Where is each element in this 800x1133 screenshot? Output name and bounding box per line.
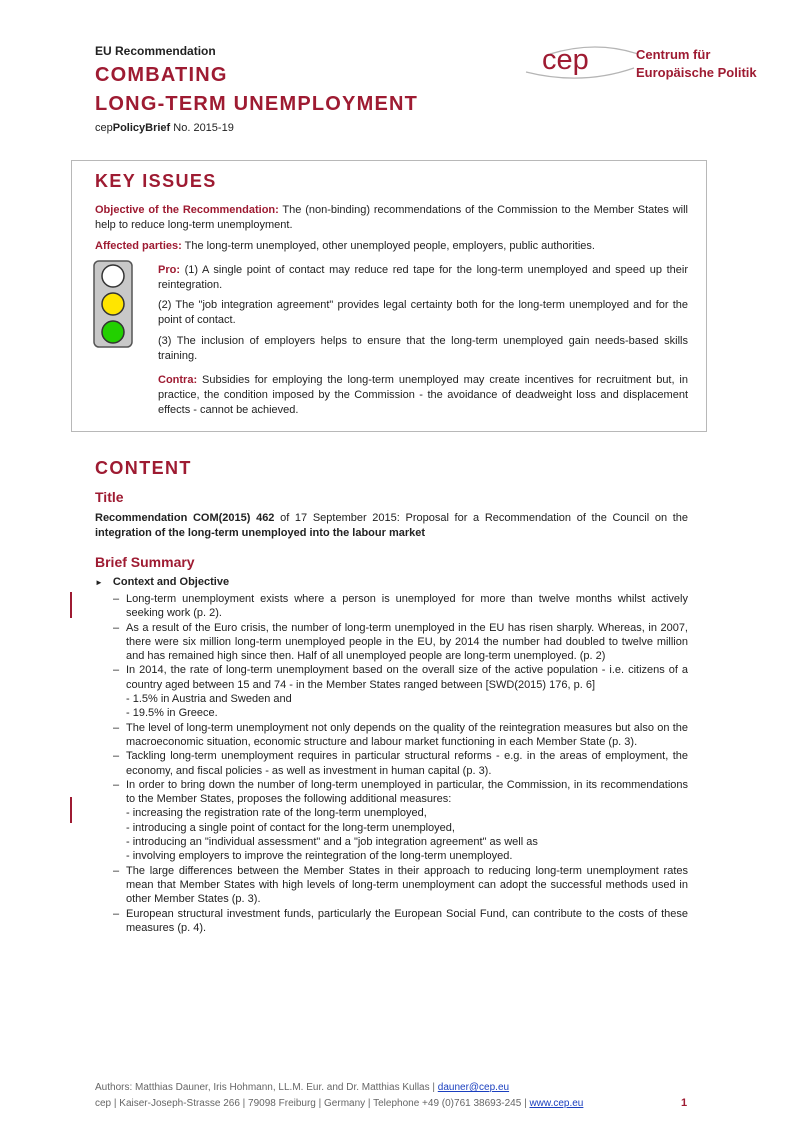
footer-authors [95,1082,509,1093]
bullet-text: Long-term unemployment exists where a person is unemployed for more than twelve months whilst actively seeking work (p. 2). [126,593,688,620]
contra-point [158,373,688,418]
bullet-text: Tackling long-term unemployment requires in particular structural reforms - e.g. in the areas of employment, the economy, and fiscal policies - as well as investment in human capital (p. 3). [126,750,688,777]
logo-word: cep [542,44,589,76]
traffic-light-middle [102,293,124,315]
objective-text: The (non-binding) recommendations of the Commission to the Member States will help to reduce long-term unemployment. [95,204,689,231]
brief-summary-subheading: Brief Summary [95,554,195,570]
title-subheading: Title [95,489,124,505]
logo-line2: Europäische Politik [636,65,757,80]
authors-text: Authors: Matthias Dauner, Iris Hohmann, LL.M. Eur. and Dr. Matthias Kullas | [95,1082,438,1093]
contra-label: Contra: [158,374,198,386]
document-kicker: EU Recommendation [95,44,216,58]
affected-parties-paragraph [95,239,688,254]
brief-number: No. 2015-19 [170,122,234,134]
list-item [113,663,688,720]
email-link[interactable]: dauner@cep.eu [437,1082,510,1093]
dash-bullet-icon: – [113,907,120,920]
bullet-text: The large differences between the Member States in their approach to reducing long-term unemployment rates mean that Member States with high levels of long-term unemployment can adopt the successful methods used in other Member States (p. 3). [126,864,688,906]
triangle-bullet-icon: ► [95,578,103,587]
title-bold-1: Recommendation COM(2015) 462 [95,512,275,524]
pro1-text: (1) A single point of contact may reduce red tape for the long-term unemployed and speed up their reintegration. [158,264,688,291]
website-link[interactable]: www.cep.eu [529,1098,584,1109]
bullet-text: As a result of the Euro crisis, the number of long-term unemployed in the EU has risen sharply. Whereas, in 2007, there were six million long-term unemployed people in the EU, by 2014 the number had doubled to twelve million and has remained high since then. Half of all unemployed people are long-term unemployed. (p. 2) [126,621,688,663]
list-item [113,592,688,621]
list-item [113,621,688,664]
measure-line: - involving employers to improve the reintegration of the long-term unemployed. [126,850,513,863]
range-line: - 1.5% in Austria and Sweden and [126,693,292,706]
traffic-light-icon [93,260,133,348]
list-item [113,749,688,778]
range-lines [126,692,688,721]
footer-address [95,1098,583,1109]
title-paragraph [95,511,688,541]
brief-prefix: cep [95,122,113,134]
objective-label: Objective of the Recommendation: [95,204,279,216]
range-line: - 19.5% in Greece. [126,707,218,720]
title-text-1: of 17 September 2015: Proposal for a Recommendation of the Council on the [274,512,689,524]
affected-text: The long-term unemployed, other unemployed people, employers, public authorities. [181,240,595,252]
pro-label: Pro: [158,264,180,276]
content-heading: CONTENT [95,458,192,478]
change-marker [70,797,72,823]
document-title-line2: LONG-TERM UNEMPLOYMENT [95,93,419,115]
context-heading-text: Context and Objective [112,576,230,588]
traffic-light-bottom [102,321,124,343]
bullet-text: The level of long-term unemployment not only depends on the quality of the reintegration measures but also on the macroeconomic situation, economic structure and labour market functioning in each Member State (p. 3). [126,721,688,748]
policy-brief-number [95,122,234,134]
list-item [113,778,688,864]
measure-line: - introducing a single point of contact for the long-term unemployed, [126,821,455,834]
summary-bullet-list [113,592,688,935]
list-item [113,864,688,907]
page-number: 1 [681,1097,688,1109]
pro-point-3: (3) The inclusion of employers helps to ensure that the long-term unemployed gain needs-based skills training. [158,335,688,362]
list-item [113,721,688,750]
measure-line: - introducing an "individual assessment" and a "job integration agreement" as well as [126,836,538,849]
logo-line1: Centrum für [636,47,711,62]
pro-point-2: (2) The "job integration agreement" provides legal certainty both for the long-term unemployed and for the point of contact. [158,299,688,326]
title-bold-2: integration of the long-term unemployed into the labour market [95,527,426,539]
address-text: cep | Kaiser-Joseph-Strasse 266 | 79098 Freiburg | Germany | Telephone +49 (0)761 38693-245 | [95,1098,530,1109]
key-issues-heading: KEY ISSUES [95,171,217,191]
objective-paragraph [95,203,688,233]
bullet-text: In order to bring down the number of long-term unemployed in particular, the Commission, in its recommendations to the Member States, proposes the following additional measures: [126,778,688,806]
bullet-text: In 2014, the rate of long-term unemployment based on the overall size of the active population - i.e. citizens of a country aged between 15 and 74 - in the Member States ranged between [SWD(2015) 176, p. 6] [126,664,688,691]
dash-bullet-icon: – [113,621,120,634]
dash-bullet-icon: – [113,664,120,677]
pro-point-1 [158,263,688,293]
dash-bullet-icon: – [113,778,120,791]
traffic-light-top [102,265,124,287]
context-objective-heading [95,576,229,588]
dash-bullet-icon: – [113,750,120,763]
contra-text: Subsidies for employing the long-term unemployed may create incentives for recruitment but, in practice, the condition imposed by the Commission - the avoidance of deadweight loss and displacement effects - cannot be achieved. [158,374,688,416]
brief-bold: PolicyBrief [112,122,171,134]
dash-bullet-icon: – [113,721,120,734]
measures-lines [126,806,688,863]
document-title-line1: COMBATING [95,64,228,86]
dash-bullet-icon: – [113,593,120,605]
dash-bullet-icon: – [113,864,120,877]
bullet-text: European structural investment funds, particularly the European Social Fund, can contribute to the costs of these measures (p. 4). [126,907,688,934]
logo-organization-name [636,46,757,82]
list-item [113,907,688,936]
change-marker [70,592,72,618]
affected-label: Affected parties: [95,240,182,252]
measure-line: - increasing the registration rate of the long-term unemployed, [126,807,427,820]
